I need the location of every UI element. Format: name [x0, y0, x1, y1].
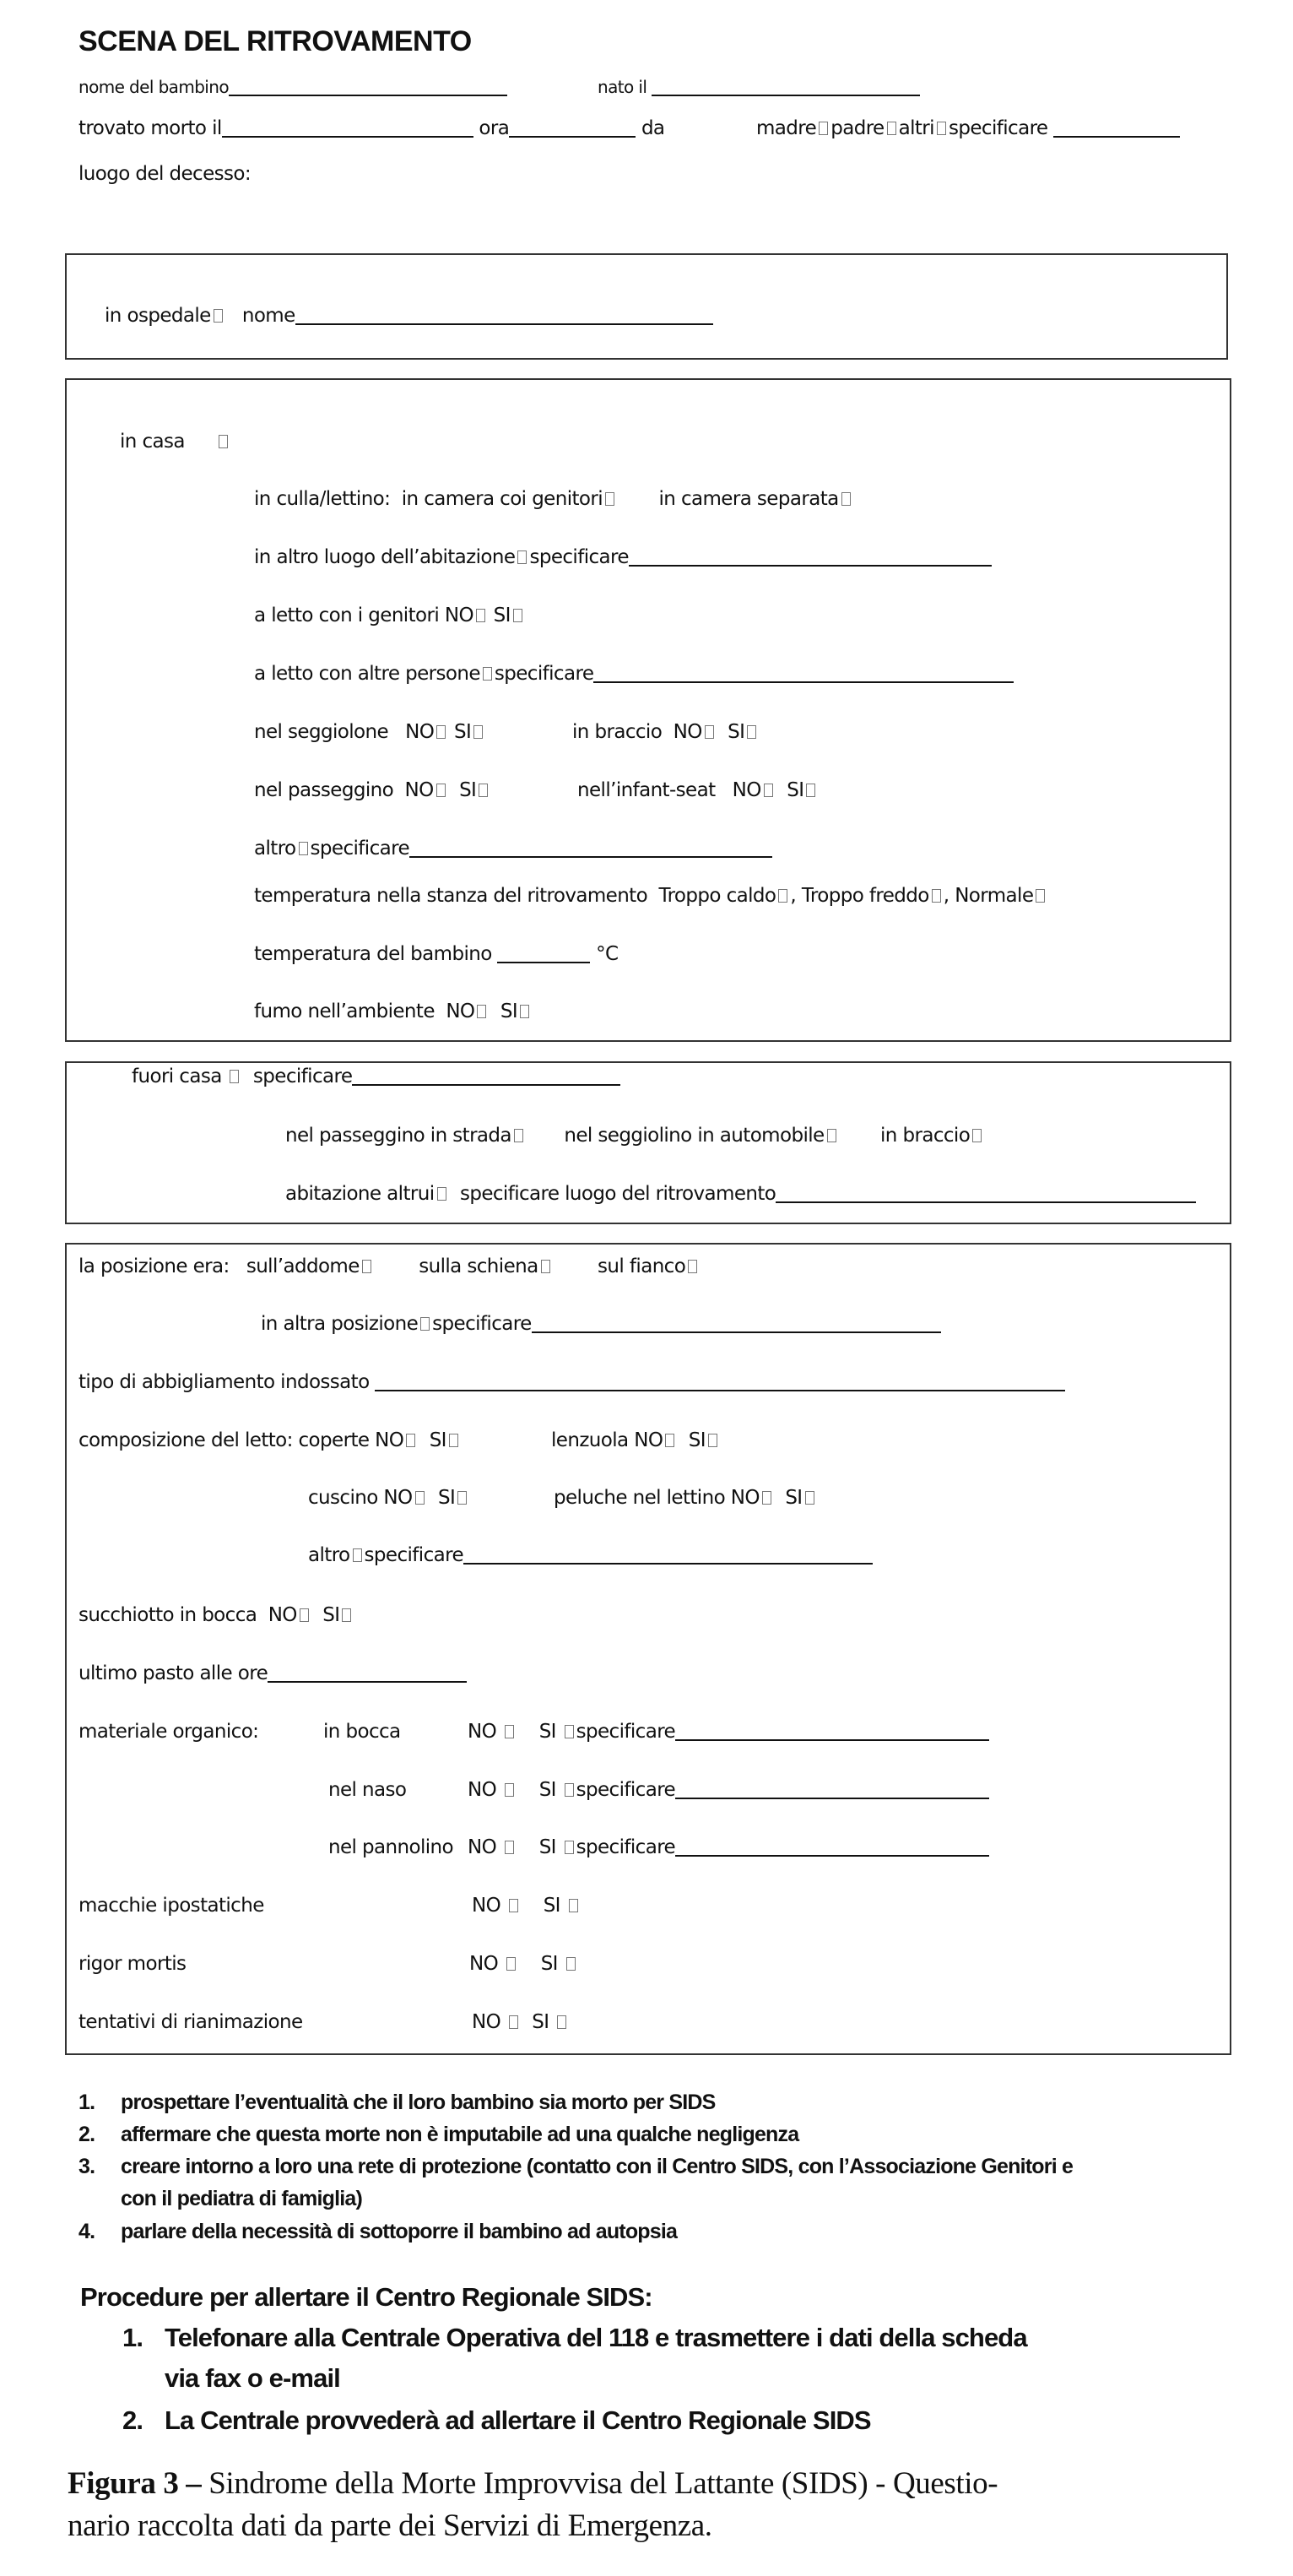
in-home-row	[120, 430, 230, 453]
other-label: altro	[308, 1544, 350, 1566]
other-row	[254, 837, 772, 860]
organic-material-label: materiale organico:	[78, 1721, 259, 1743]
other-position-label: in altra posizione	[261, 1313, 419, 1335]
pillow-no-checkbox[interactable]	[415, 1491, 425, 1505]
specify-label: specificare	[494, 663, 594, 685]
high-chair-no-checkbox[interactable]	[436, 725, 446, 739]
blankets-si-checkbox[interactable]	[449, 1434, 458, 1447]
procedure-step	[122, 2405, 871, 2437]
procedure-heading: Procedure per allertare il Centro Regionale SIDS:	[80, 2282, 652, 2312]
plush-label: peluche nel lettino	[554, 1487, 726, 1509]
bed-with-others-checkbox[interactable]	[483, 667, 492, 681]
pacifier-row	[78, 1603, 354, 1627]
in-diaper-field[interactable]	[675, 1838, 989, 1857]
plush-si-checkbox[interactable]	[805, 1491, 814, 1505]
mother-label: madre	[756, 117, 817, 139]
other-checkbox[interactable]	[299, 842, 308, 855]
resuscitation-si-checkbox[interactable]	[557, 2015, 566, 2029]
smoke-si-checkbox[interactable]	[520, 1005, 529, 1018]
rigor-si-checkbox[interactable]	[566, 1957, 576, 1971]
in-arms-si-checkbox[interactable]	[747, 725, 756, 739]
outside-specify-field[interactable]	[352, 1067, 620, 1086]
infant-seat-si-checkbox[interactable]	[806, 784, 815, 797]
item-number: 3.	[78, 2155, 95, 2178]
in-nose-field[interactable]	[675, 1781, 989, 1799]
instruction-item	[78, 2219, 677, 2244]
plush-row	[554, 1486, 817, 1510]
other-position-field[interactable]	[532, 1315, 941, 1333]
in-home-label: in casa	[120, 431, 185, 453]
no-label: NO	[405, 721, 435, 743]
item-text: parlare della necessità di sottoporre il bambino ad autopsia	[121, 2220, 678, 2243]
instruction-item-continued: con il pediatra di famiglia)	[121, 2187, 362, 2210]
outside-row	[132, 1065, 620, 1088]
specify-label: specificare	[576, 1721, 676, 1743]
home-section	[65, 378, 1231, 1042]
other-position-checkbox[interactable]	[420, 1317, 430, 1331]
no-label: NO	[472, 1895, 501, 1917]
instruction-item	[78, 2122, 798, 2147]
item-text: prospettare l’eventualità che il loro bambino sia morto per SIDS	[121, 2091, 716, 2114]
found-by-options	[756, 117, 1180, 140]
clothing-label: tipo di abbigliamento indossato	[78, 1371, 370, 1393]
si-label: SI	[493, 605, 511, 626]
pacifier-no-checkbox[interactable]	[300, 1608, 309, 1622]
prone-checkbox[interactable]	[362, 1260, 371, 1273]
in-diaper-label: nel pannolino	[328, 1836, 453, 1858]
by-label: da	[641, 117, 665, 139]
bed-with-others-label: a letto con altre persone	[254, 663, 480, 685]
side-checkbox[interactable]	[688, 1260, 697, 1273]
prone-label: sull’addome	[246, 1255, 360, 1277]
crib-row	[254, 487, 853, 511]
infant-seat-row	[577, 778, 818, 802]
in-diaper-no-checkbox[interactable]	[505, 1841, 514, 1854]
pacifier-label: succhiotto in bocca	[78, 1604, 257, 1626]
room-temp-row	[254, 884, 1047, 908]
found-by-specify-field[interactable]	[1053, 119, 1180, 138]
details-section	[65, 1243, 1231, 2055]
si-label: SI	[728, 721, 745, 743]
position-row	[78, 1255, 700, 1278]
bedding-label: composizione del letto:	[78, 1429, 293, 1451]
no-label: NO	[446, 1001, 475, 1022]
born-label: nato il	[598, 77, 647, 97]
no-label: NO	[730, 1487, 760, 1509]
resuscitation-options	[472, 2010, 569, 2034]
child-temp-field[interactable]	[497, 945, 590, 963]
other-home-label: abitazione altrui	[285, 1183, 435, 1205]
specify-label: specificare	[529, 546, 629, 568]
si-label: SI	[540, 1953, 558, 1975]
father-label: padre	[830, 117, 885, 139]
separate-room-checkbox[interactable]	[841, 492, 851, 506]
sheets-si-checkbox[interactable]	[708, 1434, 717, 1447]
si-label: SI	[500, 1001, 518, 1022]
other-place-row	[254, 545, 992, 569]
too-cold-label: Troppo freddo	[801, 885, 929, 907]
pacifier-si-checkbox[interactable]	[342, 1608, 351, 1622]
found-dead-row	[78, 117, 664, 140]
instruction-item	[78, 2154, 1073, 2179]
in-nose-si-checkbox[interactable]	[565, 1783, 574, 1797]
caption-text: Sindrome della Morte Improvvisa del Lattante (SIDS) - Questio-	[201, 2466, 998, 2501]
father-checkbox[interactable]	[887, 122, 896, 135]
child-name-field[interactable]	[229, 78, 507, 96]
no-label: NO	[468, 1721, 497, 1743]
normal-checkbox[interactable]	[1036, 889, 1045, 903]
bedding-row	[78, 1429, 461, 1452]
stroller-no-checkbox[interactable]	[436, 784, 446, 797]
room-temp-label: temperatura nella stanza del ritrovamento	[254, 885, 648, 907]
side-label: sul fianco	[598, 1255, 686, 1277]
specify-label: specificare	[948, 117, 1048, 139]
infant-seat-no-checkbox[interactable]	[764, 784, 773, 797]
position-label: la posizione era:	[78, 1255, 230, 1277]
blankets-label: coperte	[298, 1429, 370, 1451]
no-label: NO	[634, 1429, 663, 1451]
outside-label: fuori casa	[132, 1066, 222, 1087]
other-home-checkbox[interactable]	[437, 1187, 446, 1201]
time-label: ora	[479, 117, 510, 139]
in-arms-label: in braccio	[880, 1125, 971, 1147]
clothing-field[interactable]	[375, 1373, 1065, 1391]
bed-with-others-row	[254, 662, 1014, 686]
born-date-field[interactable]	[652, 78, 920, 96]
supine-label: sulla schiena	[419, 1255, 538, 1277]
sheets-label: lenzuola	[551, 1429, 629, 1451]
in-arms-row	[572, 720, 759, 744]
specify-place-label: specificare luogo del ritrovamento	[459, 1183, 776, 1205]
stroller-label: nel passeggino	[254, 779, 394, 801]
in-mouth-options	[468, 1720, 989, 1744]
child-temp-row	[254, 942, 619, 966]
si-label: SI	[532, 2011, 549, 2033]
other-place-field[interactable]	[629, 548, 992, 567]
hospital-row	[105, 304, 713, 328]
instruction-item	[78, 2090, 716, 2115]
resuscitation-label: tentativi di rianimazione	[78, 2011, 303, 2033]
bedding-other-field[interactable]	[463, 1546, 873, 1565]
specify-label: specificare	[364, 1544, 464, 1566]
item-number: 2.	[78, 2123, 95, 2146]
no-label: NO	[673, 721, 702, 743]
found-dead-label: trovato morto il	[78, 117, 222, 139]
hospital-name-label: nome	[241, 305, 295, 327]
si-label: SI	[453, 721, 472, 743]
clothing-row	[78, 1370, 1065, 1394]
infant-seat-label: nell’infant-seat	[577, 779, 716, 801]
item-number: 4.	[78, 2220, 95, 2243]
bed-with-parents-row	[254, 604, 525, 627]
si-label: SI	[543, 1895, 560, 1917]
si-label: SI	[538, 1836, 556, 1858]
too-cold-checkbox[interactable]	[932, 889, 941, 903]
si-label: SI	[322, 1604, 340, 1626]
bed-with-others-field[interactable]	[593, 664, 1014, 683]
procedure-step	[122, 2322, 1027, 2354]
mother-checkbox[interactable]	[819, 122, 828, 135]
smoke-label: fumo nell’ambiente	[254, 1001, 435, 1022]
hypostasis-options	[472, 1894, 581, 1917]
no-label: NO	[732, 779, 761, 801]
child-name-label: nome del bambino	[78, 77, 229, 97]
high-chair-label: nel seggiolone	[254, 721, 389, 743]
other-place-checkbox[interactable]	[517, 550, 527, 564]
other-place-label: in altro luogo dell’abitazione	[254, 546, 516, 568]
separator: ,	[790, 885, 797, 907]
in-mouth-label: in bocca	[323, 1721, 401, 1743]
si-label: SI	[787, 779, 804, 801]
step-number: 1.	[122, 2323, 143, 2352]
in-arms-no-checkbox[interactable]	[705, 725, 714, 739]
others-checkbox[interactable]	[937, 122, 946, 135]
si-label: SI	[538, 1721, 556, 1743]
child-temp-label: temperatura del bambino	[254, 943, 492, 965]
found-dead-date-field[interactable]	[222, 119, 473, 138]
other-label: altro	[254, 838, 296, 860]
bedding-other-checkbox[interactable]	[353, 1548, 362, 1562]
car-seat-checkbox[interactable]	[827, 1129, 836, 1142]
stroller-street-checkbox[interactable]	[514, 1129, 523, 1142]
in-mouth-no-checkbox[interactable]	[505, 1725, 514, 1738]
too-hot-checkbox[interactable]	[778, 889, 787, 903]
specify-label: specificare	[576, 1836, 676, 1858]
step-number: 2.	[122, 2405, 143, 2435]
outside-options-row	[285, 1124, 984, 1147]
sheets-no-checkbox[interactable]	[665, 1434, 674, 1447]
step-text: Telefonare alla Centrale Operativa del 118 e trasmettere i dati della scheda	[165, 2323, 1027, 2352]
outside-checkbox[interactable]	[230, 1070, 239, 1083]
pillow-row	[308, 1486, 469, 1510]
other-field[interactable]	[409, 839, 772, 858]
last-meal-label: ultimo pasto alle ore	[78, 1662, 268, 1684]
in-hospital-label: in ospedale	[105, 305, 211, 327]
in-hospital-checkbox[interactable]	[214, 309, 223, 323]
no-label: NO	[383, 1487, 413, 1509]
other-home-row	[285, 1182, 1196, 1206]
in-nose-no-checkbox[interactable]	[505, 1783, 514, 1797]
pillow-label: cuscino	[308, 1487, 378, 1509]
plush-no-checkbox[interactable]	[762, 1491, 771, 1505]
no-label: NO	[468, 1779, 497, 1801]
in-mouth-si-checkbox[interactable]	[565, 1725, 574, 1738]
stroller-row	[254, 778, 490, 802]
smoke-row	[254, 1000, 532, 1023]
in-nose-options	[468, 1778, 989, 1802]
no-label: NO	[268, 1604, 297, 1626]
in-arms-label: in braccio	[572, 721, 663, 743]
step-text: La Centrale provvederà ad allertare il Centro Regionale SIDS	[165, 2405, 871, 2435]
rigor-no-checkbox[interactable]	[506, 1957, 516, 1971]
sheets-row	[551, 1429, 720, 1452]
high-chair-row	[254, 720, 485, 744]
figure-caption-continued: nario raccolta dati da parte dei Servizi di Emergenza.	[68, 2508, 712, 2543]
in-home-checkbox[interactable]	[219, 435, 228, 448]
specify-label: specificare	[432, 1313, 532, 1335]
si-label: SI	[688, 1429, 706, 1451]
si-label: SI	[785, 1487, 803, 1509]
in-diaper-options	[468, 1836, 989, 1859]
no-label: NO	[469, 1953, 499, 1975]
place-of-death-label: luogo del decesso:	[78, 163, 252, 185]
bed-with-parents-no-checkbox[interactable]	[476, 609, 485, 622]
no-label: NO	[472, 2011, 501, 2033]
figure-label: Figura 3 –	[68, 2466, 202, 2501]
item-text: affermare che questa morte non è imputabile ad una qualche negligenza	[121, 2123, 799, 2146]
separator: ,	[943, 885, 949, 907]
smoke-no-checkbox[interactable]	[477, 1005, 486, 1018]
si-label: SI	[538, 1779, 556, 1801]
celsius-unit: °C	[596, 943, 619, 965]
hypostasis-no-checkbox[interactable]	[509, 1899, 518, 1912]
in-mouth-field[interactable]	[675, 1722, 989, 1741]
room-with-parents-checkbox[interactable]	[605, 492, 614, 506]
car-seat-label: nel seggiolino in automobile	[564, 1125, 825, 1147]
pillow-si-checkbox[interactable]	[457, 1491, 467, 1505]
born-row	[598, 76, 920, 98]
time-field[interactable]	[509, 119, 636, 138]
stroller-si-checkbox[interactable]	[479, 784, 488, 797]
separate-room-label: in camera separata	[658, 488, 839, 510]
too-hot-label: Troppo caldo	[658, 885, 776, 907]
rigor-options	[469, 1952, 578, 1976]
no-label: NO	[375, 1429, 404, 1451]
in-diaper-si-checkbox[interactable]	[565, 1841, 574, 1854]
figure-caption	[68, 2464, 998, 2504]
bed-with-parents-si-checkbox[interactable]	[513, 609, 522, 622]
outside-in-arms-checkbox[interactable]	[972, 1129, 982, 1142]
bedding-other-row	[308, 1543, 873, 1567]
specify-label: specificare	[576, 1779, 676, 1801]
hospital-name-field[interactable]	[295, 306, 713, 325]
item-text: creare intorno a loro una rete di protezione (contatto con il Centro SIDS, con l’Associazione Genitori e	[121, 2155, 1074, 2178]
blankets-no-checkbox[interactable]	[406, 1434, 415, 1447]
item-number: 1.	[78, 2091, 95, 2114]
other-home-place-field[interactable]	[776, 1185, 1196, 1203]
resuscitation-no-checkbox[interactable]	[509, 2015, 518, 2029]
specify-label: specificare	[252, 1066, 353, 1087]
crib-label: in culla/lettino:	[254, 488, 391, 510]
hypostasis-si-checkbox[interactable]	[569, 1899, 578, 1912]
bed-with-parents-label: a letto con i genitori	[254, 605, 440, 626]
procedure-step-continued: via fax o e-mail	[165, 2363, 340, 2393]
high-chair-si-checkbox[interactable]	[473, 725, 483, 739]
hypostasis-label: macchie ipostatiche	[78, 1895, 264, 1917]
no-label: NO	[404, 779, 434, 801]
last-meal-row	[78, 1662, 467, 1685]
rigor-label: rigor mortis	[78, 1953, 187, 1975]
child-name-row	[78, 76, 507, 98]
no-label: NO	[444, 605, 473, 626]
specify-label: specificare	[310, 838, 410, 860]
in-nose-label: nel naso	[328, 1779, 407, 1801]
page-title: SCENA DEL RITROVAMENTO	[78, 25, 472, 57]
si-label: SI	[437, 1487, 456, 1509]
stroller-street-label: nel passeggino in strada	[285, 1125, 511, 1147]
si-label: SI	[459, 779, 477, 801]
supine-checkbox[interactable]	[541, 1260, 550, 1273]
last-meal-field[interactable]	[268, 1664, 467, 1683]
other-position-row	[261, 1312, 941, 1336]
others-label: altri	[898, 117, 934, 139]
si-label: SI	[429, 1429, 446, 1451]
no-label: NO	[468, 1836, 497, 1858]
room-with-parents-label: in camera coi genitori	[401, 488, 603, 510]
normal-label: Normale	[955, 885, 1034, 907]
